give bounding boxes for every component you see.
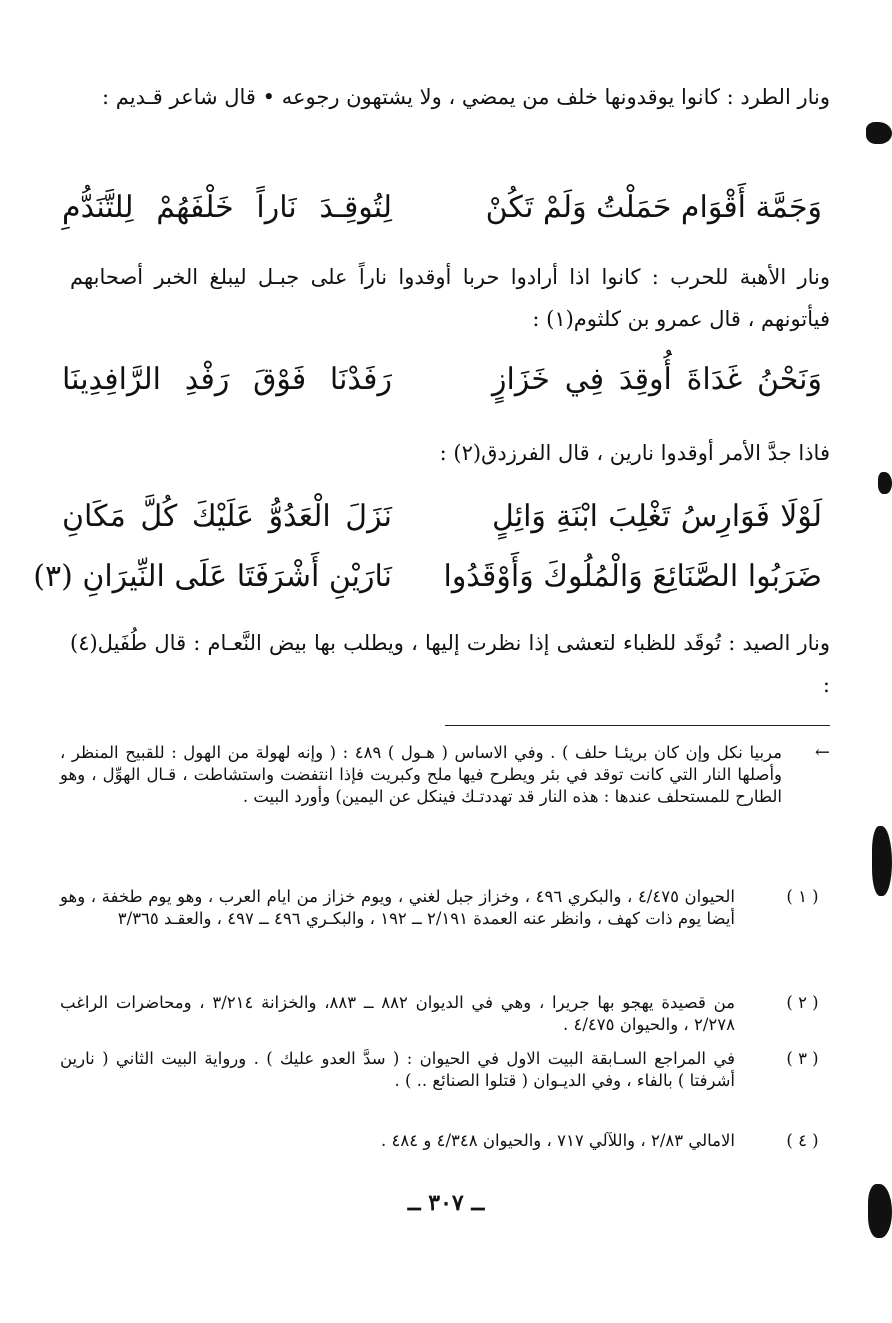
- verse-4-second-hemistich: نَارَيْنِ أَشْرَفَتَا عَلَى النِّيرَانِ (٣): [33, 559, 392, 594]
- scan-blot-mark: [868, 1184, 892, 1238]
- page-number: ــ ٣٠٧ ــ: [407, 1190, 485, 1216]
- footnote-2-number: ( ٢ ): [786, 993, 819, 1012]
- verse-3-first-hemistich: لَوْلَا فَوَارِسُ تَغْلِبَ ابْنَةِ وَائِلٍ: [492, 499, 822, 534]
- verse-3: [62, 487, 822, 547]
- verse-4-first-hemistich: ضَرَبُوا الصَّنَائِعَ وَالْمُلُوكَ وَأَوْقَدُوا: [443, 559, 822, 594]
- footnote-continuation-text: مربيا نكل وإن كان بريئـا حلف ) . وفي الاساس ( هـول ) ٤٨٩ : ( وإنه لهولة من الهول : للقبيح المنظر ، وأصلها النار التي كانت توقد في بئر ويطرح فيها ملح وكبريت فإذا انتفضت واستشاطت ، قـال الهوِّل ، وهو الطارح للمستحلف عندها : هذه النار قد تهددتـك فينكل عن اليمين) وأورد البيت .: [60, 743, 782, 806]
- verse-2-first-hemistich: وَنَحْنُ غَدَاةَ أُوقِدَ فِي خَزَازٍ: [492, 362, 822, 397]
- footnote-3-text: في المراجع السـابقة البيت الاول في الحيوان : ( سدَّ العدو عليك ) . ورواية البيت الثاني ( نارين أشرفتا ) بالفاء ، وفي الديـوان ( قتلوا الصنائع .. ) .: [60, 1049, 735, 1090]
- footnote-1-text: الحيوان ٤/٤٧٥ ، والبكري ٤٩٦ ، وخزاز جبل لغني ، ويوم خزاز من ايام العرب ، وهو يوم طخفة ، وهو أيضا يوم ذات كهف ، وانظر عنه العمدة ٢/١٩١ ــ ١٩٢ ، والبكـري ٤٩٦ ــ ٤٩٧ ، والعقـد ٣/٣٦٥: [60, 887, 735, 928]
- verse-3-second-hemistich: نَزَلَ الْعَدُوُّ عَلَيْكَ كُلَّ مَكَانِ: [62, 499, 392, 534]
- scan-blot-mark: [872, 826, 892, 896]
- arrow-left-icon: ←: [814, 742, 830, 763]
- paragraph-nar-al-sayd: ونار الصيد : تُوقَد للظباء لتعشى إذا نظرت إليها ، ويطلب بها بيض النَّعـام : قال طُفَيل(٤) :: [70, 631, 830, 697]
- footnote-2-text: من قصيدة يهجو بها جريرا ، وهي في الديوان ٨٨٢ ــ ٨٨٣، والخزانة ٣/٢١٤ ، ومحاضرات الراغب ٢/٢٧٨ ، والحيوان ٤/٤٧٥ .: [60, 993, 735, 1034]
- scan-blot-mark: [866, 122, 892, 144]
- paragraph-nar-al-uhba: ونار الأهبة للحرب : كانوا اذا أرادوا حربا أوقدوا ناراً على جبـل ليبلغ الخبر أصحابهم فيأتونهم ، قال عمرو بن كلثوم(١) :: [70, 265, 830, 331]
- footnote-4-number: ( ٤ ): [786, 1131, 819, 1150]
- paragraph-farazdaq-intro: فاذا جدَّ الأمر أوقدوا نارين ، قال الفرزدق(٢) :: [439, 441, 830, 465]
- scan-blot-mark: [878, 472, 892, 494]
- footnote-2: [60, 992, 830, 1036]
- footnote-continuation: [60, 742, 830, 808]
- verse-4: [33, 547, 822, 607]
- verse-2: [62, 350, 822, 410]
- verse-2-second-hemistich: رَفَدْنَا فَوْقَ رَفْدِ الرَّافِدِينَا: [62, 362, 392, 397]
- footnote-1-number: ( ١ ): [786, 887, 819, 906]
- paragraph-nar-al-tard: ونار الطرد : كانوا يوقدونها خلف من يمضي ، ولا يشتهون رجوعه • قال شاعر قـديم :: [102, 85, 830, 109]
- footnote-3-number: ( ٣ ): [786, 1049, 819, 1068]
- footnote-4: [60, 1130, 830, 1152]
- verse-1-first-hemistich: وَجَمَّة أَقْوَام حَمَلْتُ وَلَمْ تَكُنْ: [485, 190, 822, 225]
- footnote-1: [60, 886, 830, 930]
- verse-1-second-hemistich: لِتُوقِـدَ نَاراً خَلْفَهُمْ لِلتَّنَدُّمِ: [62, 190, 392, 225]
- footnote-4-text: الامالي ٢/٨٣ ، واللآلي ٧١٧ ، والحيوان ٤/٣٤٨ و ٤٨٤ .: [381, 1131, 735, 1150]
- footnote-separator: [445, 725, 830, 726]
- footnote-3: [60, 1048, 830, 1092]
- verse-1: [62, 178, 822, 238]
